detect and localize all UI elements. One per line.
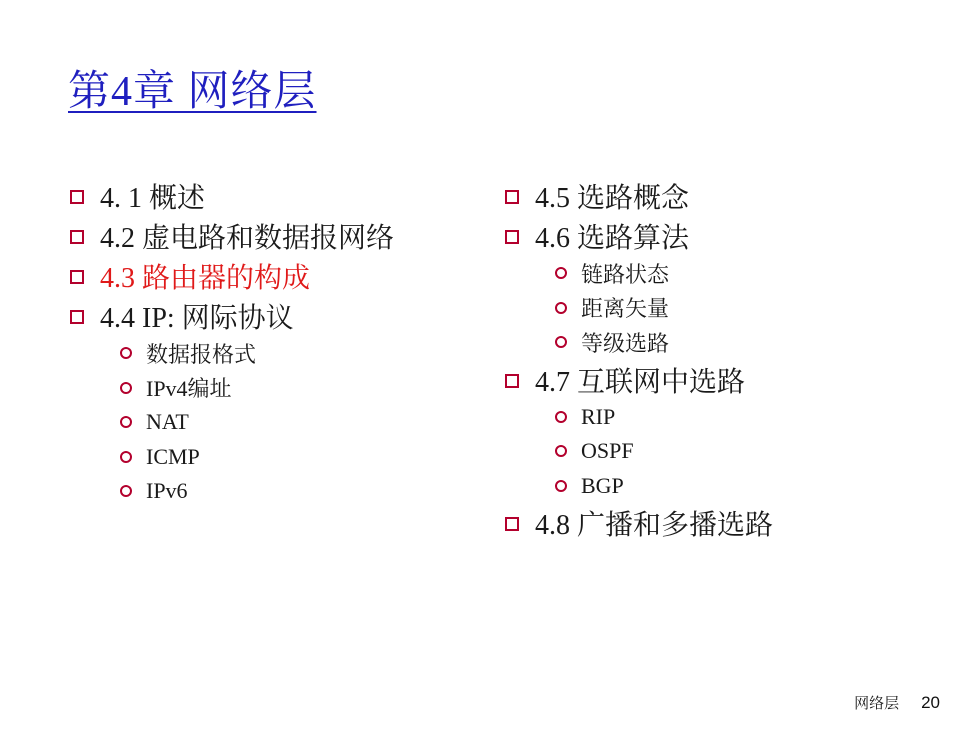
slide-title: 第4章 网络层 — [68, 69, 317, 115]
list-item-vc-datagram — [70, 216, 394, 256]
square-bullet-icon — [70, 310, 84, 324]
square-bullet-icon — [70, 190, 84, 204]
circle-bullet-icon — [120, 485, 132, 497]
footer-label: 网络层 — [854, 696, 900, 712]
sub-item-label: IPv4编址 — [146, 376, 232, 402]
sub-item — [70, 336, 394, 371]
item-label: 4.2 虚电路和数据报网络 — [100, 223, 395, 254]
item-label: 4.3 路由器的构成 — [100, 263, 311, 294]
sub-item-label: BGP — [581, 472, 624, 498]
square-bullet-icon — [505, 230, 519, 244]
sub-item-label: NAT — [146, 409, 189, 435]
sub-item-label: ICMP — [146, 443, 200, 469]
sub-item — [505, 291, 773, 326]
item-label: 4.8 广播和多播选路 — [535, 510, 774, 541]
circle-bullet-icon — [555, 302, 567, 314]
sub-item — [70, 371, 394, 406]
item-label: 4.5 选路概念 — [535, 183, 690, 214]
list-item-ip — [70, 296, 394, 336]
circle-bullet-icon — [555, 480, 567, 492]
sub-item — [505, 256, 773, 291]
sub-item — [505, 469, 773, 504]
list-item-broadcast-multicast — [505, 503, 773, 543]
square-bullet-icon — [70, 230, 84, 244]
list-item-internet-routing — [505, 360, 773, 400]
sub-item-label: IPv6 — [146, 478, 188, 504]
sub-item — [70, 405, 394, 440]
circle-bullet-icon — [120, 416, 132, 428]
sub-item — [505, 434, 773, 469]
square-bullet-icon — [505, 374, 519, 388]
sub-item-label: RIP — [581, 403, 616, 429]
circle-bullet-icon — [555, 445, 567, 457]
sub-item — [70, 474, 394, 509]
list-item-overview — [70, 176, 394, 216]
sub-item-label: 等级选路 — [581, 330, 670, 356]
sub-item-label: OSPF — [581, 438, 634, 464]
circle-bullet-icon — [555, 336, 567, 348]
square-bullet-icon — [505, 517, 519, 531]
list-item-router-structure — [70, 256, 394, 296]
square-bullet-icon — [505, 190, 519, 204]
sub-item — [70, 440, 394, 475]
sub-item — [505, 325, 773, 360]
circle-bullet-icon — [120, 451, 132, 463]
sub-item — [505, 400, 773, 435]
page-number: 20 — [921, 693, 940, 712]
sub-item-label: 链路状态 — [581, 261, 670, 287]
slide-footer — [854, 692, 940, 713]
item-label: 4. 1 概述 — [100, 183, 206, 214]
list-item-routing-algorithms — [505, 216, 773, 256]
item-label: 4.7 互联网中选路 — [535, 366, 746, 398]
sub-item-label: 数据报格式 — [146, 341, 257, 367]
circle-bullet-icon — [120, 382, 132, 394]
left-column — [70, 176, 394, 509]
sub-item-label: 距离矢量 — [581, 296, 670, 322]
circle-bullet-icon — [555, 411, 567, 423]
circle-bullet-icon — [555, 267, 567, 279]
right-column — [505, 176, 773, 543]
item-label: 4.6 选路算法 — [535, 223, 690, 254]
square-bullet-icon — [70, 270, 84, 284]
item-label: 4.4 IP: 网际协议 — [100, 303, 294, 334]
list-item-routing-concepts — [505, 176, 773, 216]
circle-bullet-icon — [120, 347, 132, 359]
